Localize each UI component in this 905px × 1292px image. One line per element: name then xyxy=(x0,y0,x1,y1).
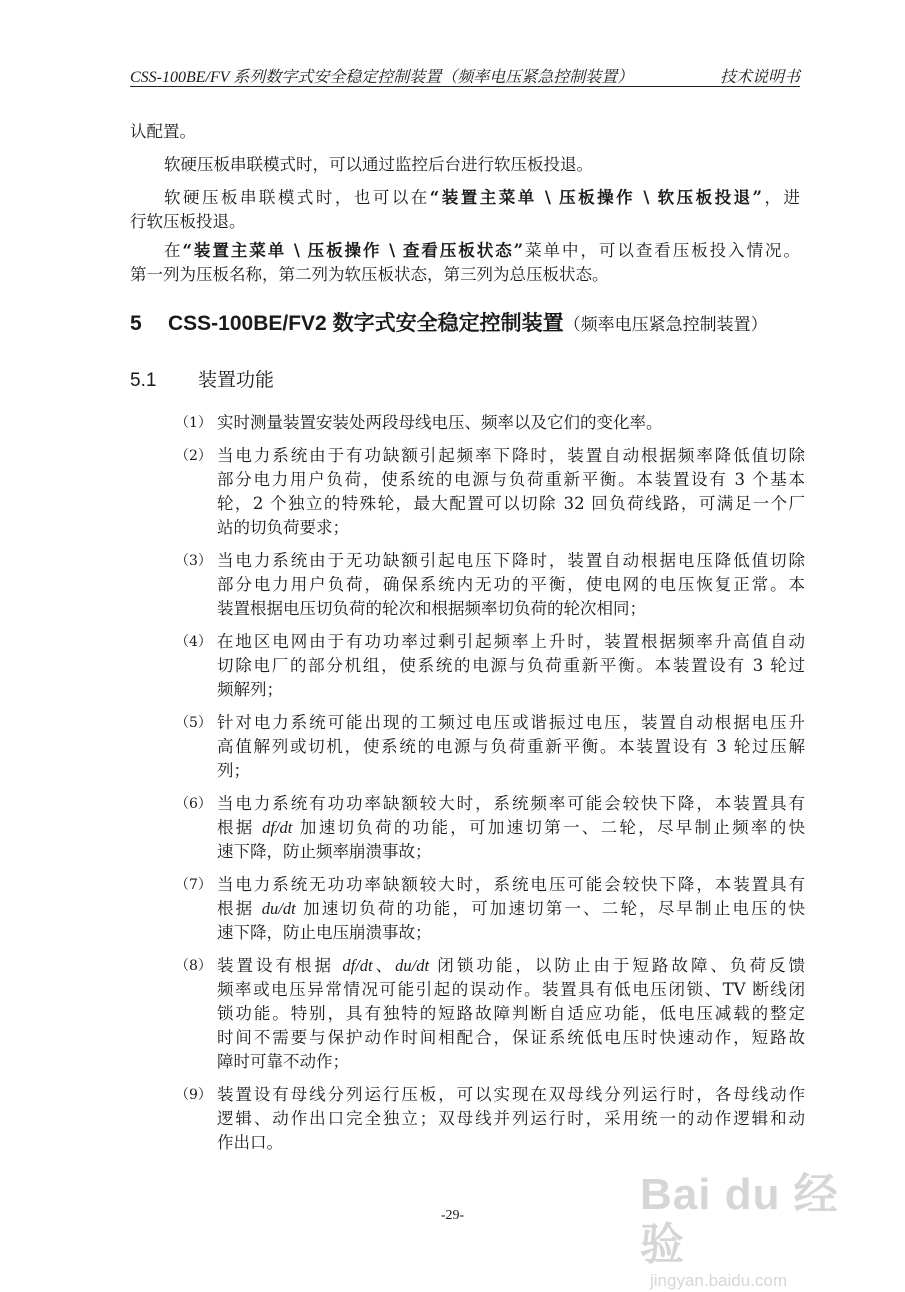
paragraph xyxy=(130,239,800,287)
item-line: 当电力系统由于无功缺额引起电压下降时，装置自动根据电压降低值切除 xyxy=(217,551,805,570)
paragraph-line: 在“装置主菜单 \ 压板操作 \ 查看压板状态”菜单中，可以查看压板投入情况。 xyxy=(164,241,801,260)
paragraph-line: 软硬压板串联模式时，可以通过监控后台进行软压板投退。 xyxy=(164,155,593,174)
function-list xyxy=(175,411,805,1164)
subsection-number: 5.1 xyxy=(130,370,157,391)
paragraph-line: 行软压板投退。 xyxy=(130,212,246,231)
item-line: 障时可靠不动作； xyxy=(217,1052,349,1071)
item-line: 装置设有母线分列运行压板，可以实现在双母线分列运行时，各母线动作 xyxy=(217,1085,805,1104)
item-line: 频解列； xyxy=(217,680,283,699)
subsection-title: 装置功能 xyxy=(198,370,275,391)
section-heading xyxy=(130,310,768,339)
item-line: 部分电力用户负荷，使系统的电源与负荷重新平衡。本装置设有 3 个基本 xyxy=(217,470,805,489)
item-line: 速下降，防止频率崩溃事故； xyxy=(217,842,432,861)
list-item xyxy=(175,411,805,435)
section-number: 5 xyxy=(130,312,142,335)
item-line: 高值解列或切机，使系统的电源与负荷重新平衡。本装置设有 3 轮过压解 xyxy=(217,737,805,756)
subsection-heading xyxy=(130,368,274,394)
section-subtitle: （频率电压紧急控制装置） xyxy=(563,315,768,334)
item-line: 当电力系统由于有功缺额引起频率下降时，装置自动根据频率降低值切除 xyxy=(217,446,805,465)
header-doc-type: 技术说明书 xyxy=(719,69,800,86)
list-item xyxy=(175,549,805,621)
item-line: 当电力系统有功功率缺额较大时，系统频率可能会较快下降，本装置具有 xyxy=(217,794,805,813)
list-item xyxy=(175,792,805,864)
item-line: 在地区电网由于有功功率过剩引起频率上升时，装置根据频率升高值自动 xyxy=(217,632,805,651)
paragraph xyxy=(130,153,800,177)
item-number: （2） xyxy=(175,448,212,464)
item-line: 列； xyxy=(217,761,250,780)
list-item xyxy=(175,873,805,945)
paragraph-line: 认配置。 xyxy=(130,122,196,141)
item-line: 锁功能。特别，具有独特的短路故障判断自适应功能，低电压减载的整定 xyxy=(217,1004,805,1023)
item-line: 装置根据电压切负荷的轮次和根据频率切负荷的轮次相同； xyxy=(217,599,646,618)
item-line: 时间不需要与保护动作时间相配合，保证系统低电压时快速动作，短路故 xyxy=(217,1028,805,1047)
list-item xyxy=(175,954,805,1074)
list-item xyxy=(175,1083,805,1155)
page-number: -29- xyxy=(440,1208,465,1223)
item-line: 频率或电压异常情况可能引起的误动作。装置具有低电压闭锁、TV 断线闭 xyxy=(217,980,805,999)
item-number: （3） xyxy=(175,553,212,569)
item-line: 实时测量装置安装处两段母线电压、频率以及它们的变化率。 xyxy=(217,413,663,432)
watermark-url: jingyan.baidu.com xyxy=(650,1271,788,1290)
item-line: 轮，2 个独立的特殊轮，最大配置可以切除 32 回负荷线路，可满足一个厂 xyxy=(217,494,805,513)
list-item xyxy=(175,444,805,540)
item-line: 逻辑、动作出口完全独立；双母线并列运行时，采用统一的动作逻辑和动 xyxy=(217,1109,805,1128)
item-number: （1） xyxy=(175,415,212,431)
list-item xyxy=(175,630,805,702)
paragraph xyxy=(130,186,800,234)
section-title: CSS-100BE/FV2 数字式安全稳定控制装置 xyxy=(168,312,564,335)
item-number: （8） xyxy=(175,958,212,974)
item-number: （9） xyxy=(175,1087,212,1103)
item-line: 速下降，防止电压崩溃事故； xyxy=(217,923,432,942)
item-line: 当电力系统无功功率缺额较大时，系统电压可能会较快下降，本装置具有 xyxy=(217,875,805,894)
baidu-watermark xyxy=(640,1170,860,1290)
watermark-logo: Bai du 经验 xyxy=(640,1170,839,1269)
page-header xyxy=(130,62,800,87)
paragraph xyxy=(130,120,800,144)
item-line: 针对电力系统可能出现的工频过电压或谐振过电压，装置自动根据电压升 xyxy=(217,713,805,732)
item-line: 切除电厂的部分机组，使系统的电源与负荷重新平衡。本装置设有 3 轮过 xyxy=(217,656,805,675)
item-number: （5） xyxy=(175,715,212,731)
item-line: 部分电力用户负荷，确保系统内无功的平衡，使电网的电压恢复正常。本 xyxy=(217,575,805,594)
item-number: （6） xyxy=(175,796,212,812)
item-line: 装置设有根据 df/dt、du/dt 闭锁功能，以防止由于短路故障、负荷反馈 xyxy=(217,956,806,975)
list-item xyxy=(175,711,805,783)
item-line: 作出口。 xyxy=(217,1133,283,1152)
item-number: （4） xyxy=(175,634,212,650)
item-number: （7） xyxy=(175,877,212,893)
paragraph-line: 软硬压板串联模式时，也可以在“装置主菜单 \ 压板操作 \ 软压板投退”，进 xyxy=(164,188,801,207)
item-line: 站的切负荷要求； xyxy=(217,518,349,537)
paragraph-line: 第一列为压板名称，第二列为软压板状态，第三列为总压板状态。 xyxy=(130,265,609,284)
header-title: CSS-100BE/FV 系列数字式安全稳定控制装置（频率电压紧急控制装置） xyxy=(130,69,634,86)
item-line: 根据 df/dt 加速切负荷的功能，可加速切第一、二轮，尽早制止频率的快 xyxy=(217,818,805,837)
item-line: 根据 du/dt 加速切负荷的功能，可加速切第一、二轮，尽早制止电压的快 xyxy=(217,899,806,918)
